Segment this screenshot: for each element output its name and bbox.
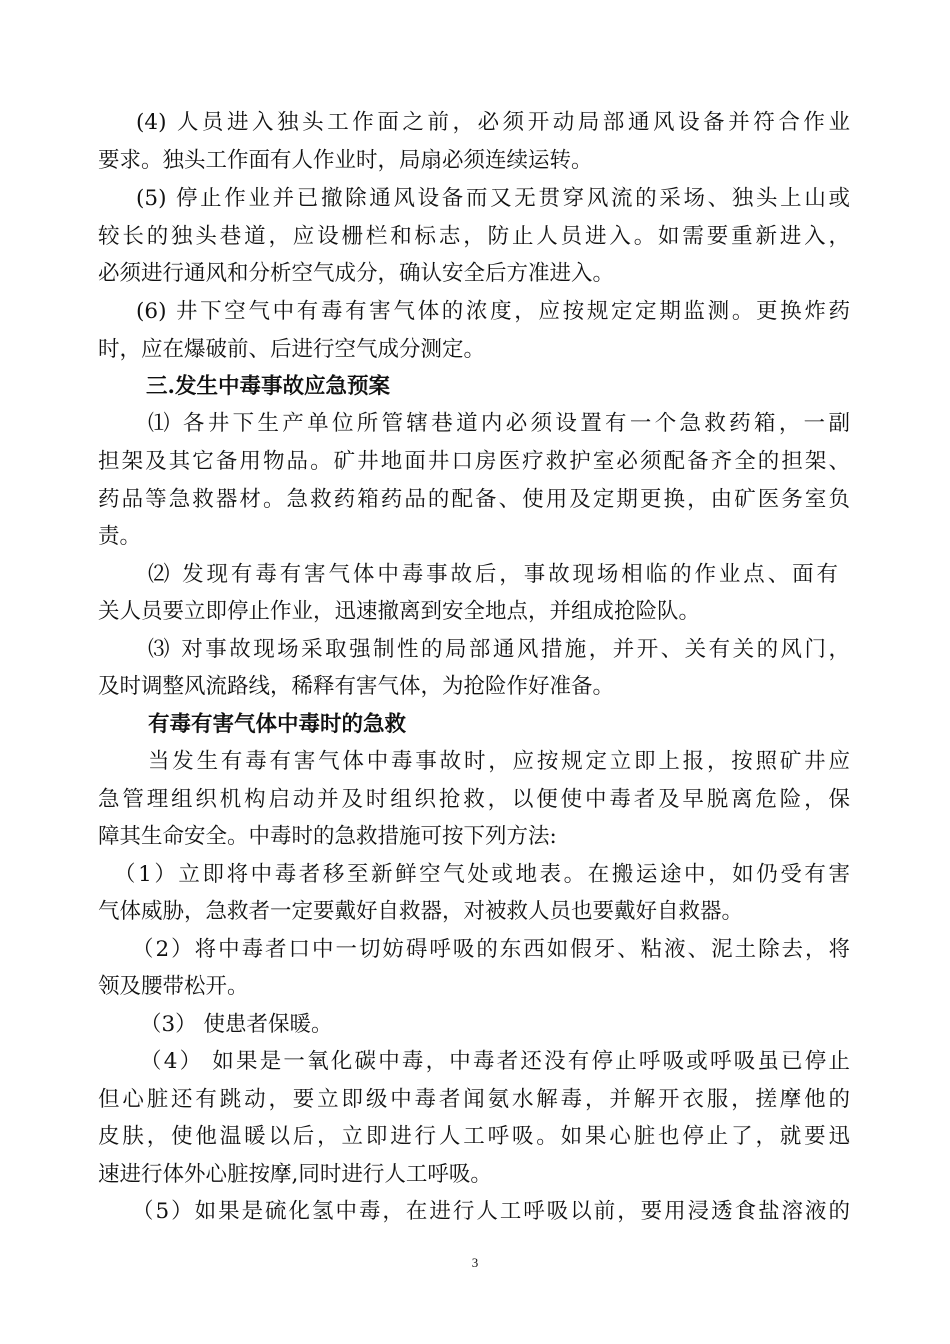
text-line: （3） 使患者保暖。 (140, 1012, 333, 1037)
text-line: 速进行体外心脏按摩,同时进行人工呼吸。 (98, 1162, 492, 1187)
text-line: ⑴ 各井下生产单位所管辖巷道内必须设置有一个急救药箱，一副 (148, 411, 850, 436)
text-line: 药品等急救器材。急救药箱药品的配备、使用及定期更换，由矿医务室负 (98, 487, 850, 512)
text-line: 责。 (98, 524, 142, 549)
text-line: (4) 人员进入独头工作面之前，必须开动局部通风设备并符合作业 (136, 110, 850, 135)
text-line: 时，应在爆破前、后进行空气成分测定。 (98, 337, 486, 362)
text-line: 当发生有毒有害气体中毒事故时，应按规定立即上报，按照矿井应 (148, 749, 850, 774)
text-line: ⑵ 发现有毒有害气体中毒事故后，事故现场相临的作业点、面有 (148, 562, 838, 587)
text-line: (6) 井下空气中有毒有害气体的浓度，应按规定定期监测。更换炸药 (136, 299, 850, 324)
text-line: ⑶ 对事故现场采取强制性的局部通风措施，并开、关有关的风门， (148, 637, 850, 662)
text-line: 较长的独头巷道，应设栅栏和标志，防止人员进入。如需要重新进入， (98, 224, 850, 249)
text-line: （1）立即将中毒者移至新鲜空气处或地表。在搬运途中，如仍受有害 (114, 862, 850, 887)
text-line: 皮肤，使他温暖以后，立即进行人工呼吸。如果心脏也停止了，就要迅 (98, 1124, 850, 1149)
text-line: （4） 如果是一氧化碳中毒，中毒者还没有停止呼吸或呼吸虽已停止 (140, 1049, 850, 1074)
text-line: 但心脏还有跳动，要立即级中毒者闻氨水解毒，并解开衣服，搓摩他的 (98, 1087, 850, 1112)
text-line: 领及腰带松开。 (98, 974, 249, 999)
text-line: 急管理组织机构启动并及时组织抢救，以便使中毒者及早脱离危险，保 (98, 787, 850, 812)
section-heading: 有毒有害气体中毒时的急救 (148, 712, 407, 737)
text-line: 及时调整风流路线，稀释有害气体，为抢险作好准备。 (98, 674, 615, 699)
section-heading: 三.发生中毒事故应急预案 (146, 374, 390, 399)
page-number: 3 (471, 1255, 479, 1270)
text-line: （2）将中毒者口中一切妨碍呼吸的东西如假牙、粘液、泥土除去，将 (132, 937, 850, 962)
text-line: 要求。独头工作面有人作业时，局扇必须连续运转。 (98, 148, 593, 173)
text-line: 担架及其它备用物品。矿井地面井口房医疗救护室必须配备齐全的担架、 (98, 449, 850, 474)
text-line: 必须进行通风和分析空气成分，确认安全后方准进入。 (98, 261, 615, 286)
text-line: 气体威胁，急救者一定要戴好自救器，对被救人员也要戴好自救器。 (98, 899, 744, 924)
text-line: 关人员要立即停止作业，迅速撤离到安全地点，并组成抢险队。 (98, 599, 701, 624)
text-line: （5）如果是硫化氢中毒，在进行人工呼吸以前，要用浸透食盐溶液的 (132, 1199, 850, 1224)
text-line: 障其生命安全。中毒时的急救措施可按下列方法: (98, 824, 557, 849)
text-line: (5) 停止作业并已撤除通风设备而又无贯穿风流的采场、独头上山或 (136, 186, 850, 211)
